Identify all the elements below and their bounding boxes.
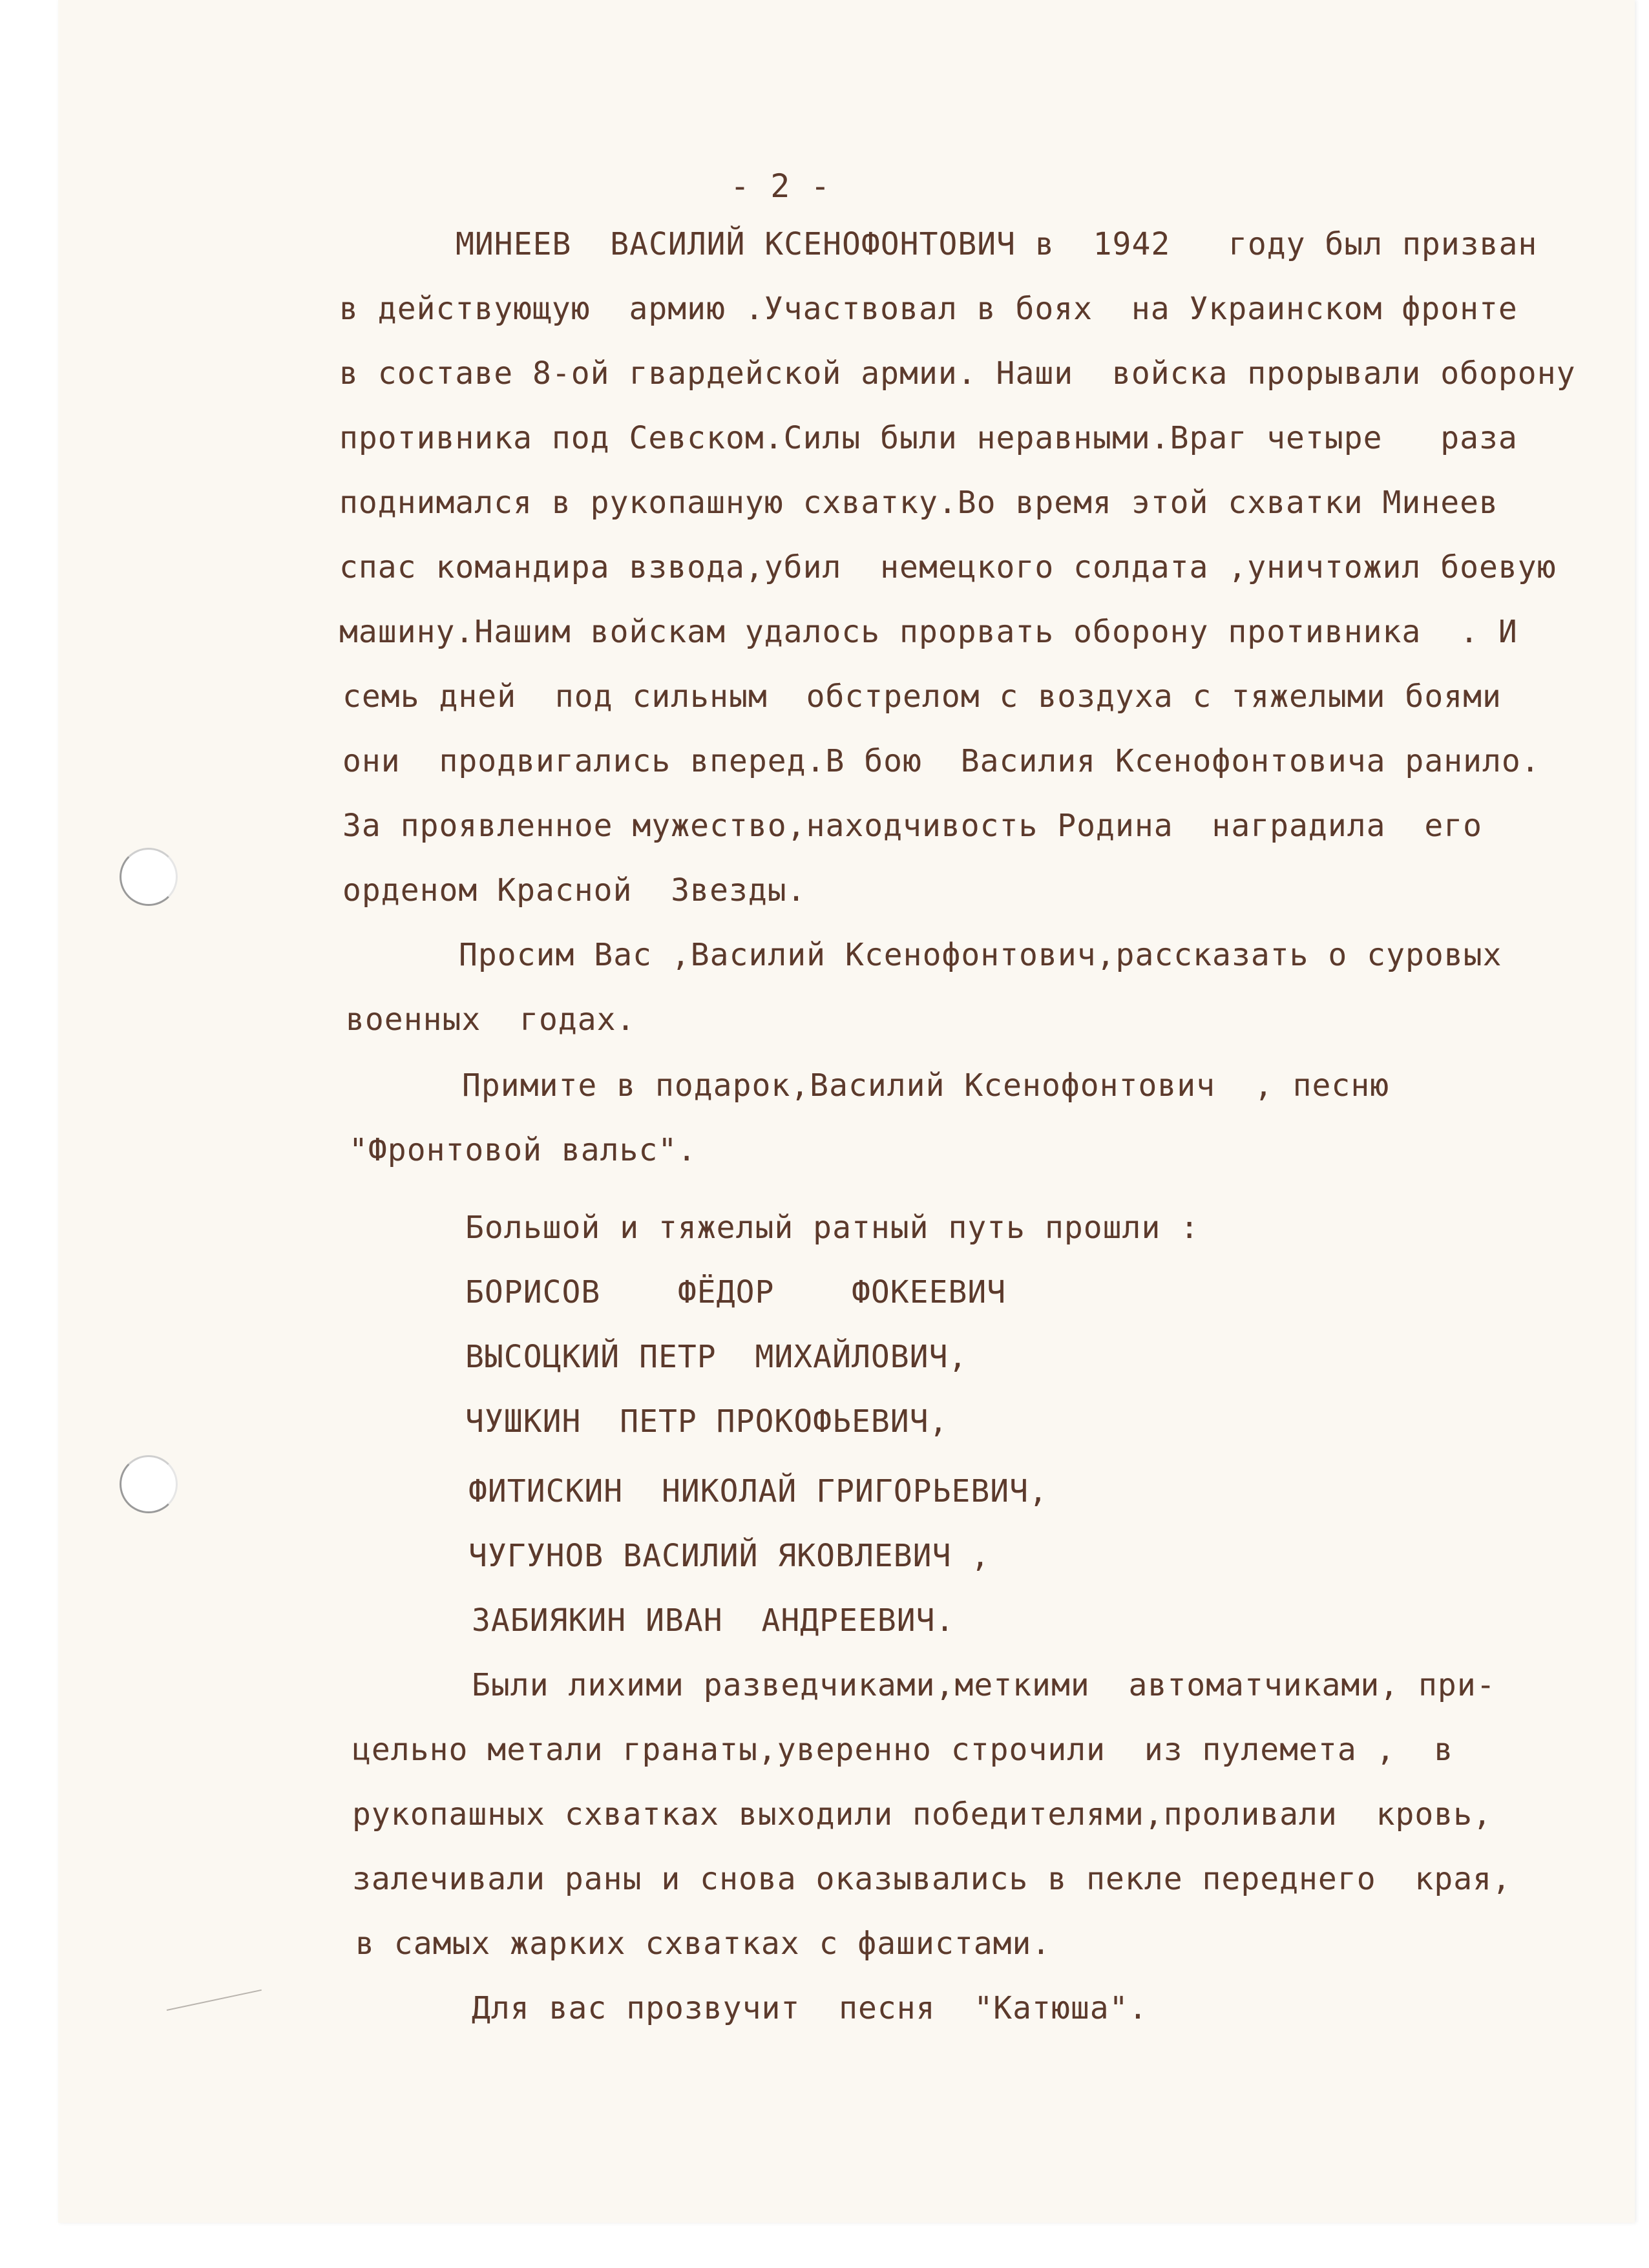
veteran-name-2: ВЫСОЦКИЙ ПЕТР МИХАЙЛОВИЧ,	[465, 1339, 968, 1375]
paragraph-4-line-5: в самых жарких схватках с фашистами.	[355, 1926, 1051, 1962]
punch-hole-bottom	[120, 1455, 178, 1513]
paragraph-2-line-2: военных годах.	[346, 1002, 636, 1038]
paragraph-1-line-11: орденом Красной Звезды.	[342, 872, 806, 908]
paragraph-1-line-8: семь дней под сильным обстрелом с воздуха с тяжелыми боями	[342, 678, 1502, 715]
paragraph-1-line-1: МИНЕЕВ ВАСИЛИЙ КСЕНОФОНТОВИЧ в 1942 году был призван	[456, 226, 1538, 262]
paragraph-1-line-5: поднимался в рукопашную схватку.Во время этой схватки Минеев	[339, 485, 1498, 521]
closing-line: Для вас прозвучит песня "Катюша".	[472, 1990, 1148, 2026]
veterans-list-intro: Большой и тяжелый ратный путь прошли :	[465, 1210, 1200, 1246]
paragraph-1-line-6: спас командира взвода,убил немецкого солдата ,уничтожил боевую	[339, 549, 1557, 585]
page-number: - 2 -	[730, 167, 831, 205]
veteran-name-1: БОРИСОВ ФЁДОР ФОКЕЕВИЧ	[465, 1274, 1007, 1310]
paragraph-2-line-1: Просим Вас ,Василий Ксенофонтович,рассказать о суровых	[459, 937, 1502, 973]
paragraph-4-line-3: рукопашных схватках выходили победителями,проливали кровь,	[352, 1796, 1493, 1832]
paragraph-1-line-9: они продвигались вперед.В бою Василия Ксенофонтовича ранило.	[342, 743, 1540, 779]
paragraph-1-line-4: противника под Севском.Силы были неравными.Враг четыре раза	[339, 420, 1518, 456]
paragraph-1-line-2: в действующую армию .Участвовал в боях на Украинском фронте	[339, 291, 1518, 327]
paragraph-1-line-10: За проявленное мужество,находчивость Родина наградила его	[342, 808, 1483, 844]
punch-hole-top	[120, 848, 178, 906]
veteran-name-5: ЧУГУНОВ ВАСИЛИЙ ЯКОВЛЕВИЧ ,	[468, 1538, 991, 1574]
paragraph-4-line-4: залечивали раны и снова оказывались в пекле переднего края,	[352, 1861, 1511, 1897]
paragraph-4-line-1: Были лихими разведчиками,меткими автоматчиками, при-	[472, 1667, 1496, 1703]
paragraph-4-line-2: цельно метали гранаты,уверенно строчили из пулемета , в	[352, 1732, 1454, 1768]
paragraph-3-line-2: "Фронтовой вальс".	[349, 1132, 697, 1168]
veteran-name-4: ФИТИСКИН НИКОЛАЙ ГРИГОРЬЕВИЧ,	[468, 1473, 1048, 1509]
veteran-name-3: ЧУШКИН ПЕТР ПРОКОФЬЕВИЧ,	[465, 1403, 949, 1440]
paragraph-3-line-1: Примите в подарок,Василий Ксенофонтович , песню	[462, 1067, 1390, 1104]
veteran-name-6: ЗАБИЯКИН ИВАН АНДРЕЕВИЧ.	[472, 1602, 955, 1639]
paragraph-1-line-7: машину.Нашим войскам удалось прорвать оборону противника . И	[339, 614, 1518, 650]
paragraph-1-line-3: в составе 8-ой гвардейской армии. Наши войска прорывали оборону	[339, 355, 1576, 392]
